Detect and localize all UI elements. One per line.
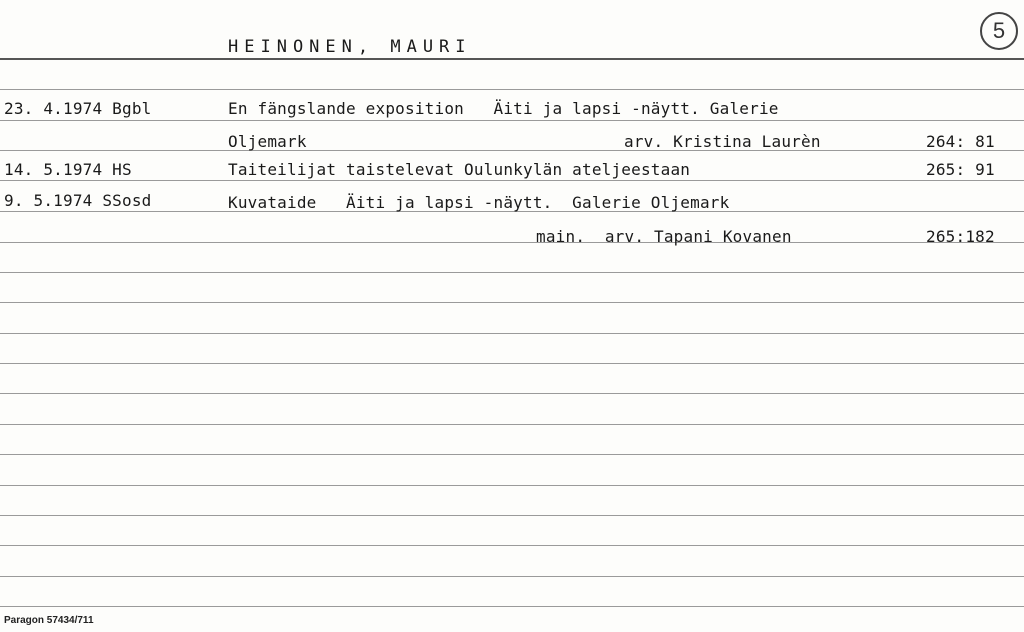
entry-ref: 265: 91 bbox=[926, 160, 995, 179]
entry-text: Taiteilijat taistelevat Oulunkylän ateljeestaan bbox=[228, 160, 691, 179]
entry-signature: arv. Kristina Laurèn bbox=[624, 132, 821, 151]
rule-line bbox=[0, 515, 1024, 516]
rule-line bbox=[0, 363, 1024, 364]
card-name: HEINONEN, MAURI bbox=[228, 37, 472, 57]
entry-date: 23. 4.1974 Bgbl bbox=[4, 99, 152, 118]
footer-print: Paragon 57434/711 bbox=[4, 615, 94, 626]
rule-line bbox=[0, 606, 1024, 607]
rule-line bbox=[0, 120, 1024, 121]
rule-line bbox=[0, 150, 1024, 151]
entry-text: En fängslande exposition Äiti ja lapsi -näytt. Galerie bbox=[228, 99, 779, 118]
rule-line bbox=[0, 89, 1024, 90]
entry-text: Kuvataide Äiti ja lapsi -näytt. Galerie Oljemark bbox=[228, 193, 730, 212]
rule-line bbox=[0, 272, 1024, 273]
entry-continuation: Oljemark bbox=[228, 132, 307, 151]
rule-line bbox=[0, 545, 1024, 546]
entry-date: 9. 5.1974 SSosd bbox=[4, 191, 152, 210]
rule-line bbox=[0, 333, 1024, 334]
entry-ref: 265:182 bbox=[926, 227, 995, 246]
rule-line bbox=[0, 485, 1024, 486]
entry-ref: 264: 81 bbox=[926, 132, 995, 151]
rule-line bbox=[0, 393, 1024, 394]
rule-line bbox=[0, 302, 1024, 303]
entry-date: 14. 5.1974 HS bbox=[4, 160, 132, 179]
page-mark: 5 bbox=[980, 12, 1018, 50]
entry-signature: main. arv. Tapani Kovanen bbox=[536, 227, 792, 246]
rule-line bbox=[0, 180, 1024, 181]
rule-line bbox=[0, 576, 1024, 577]
rule-line bbox=[0, 424, 1024, 425]
rule-line bbox=[0, 58, 1024, 60]
rule-line bbox=[0, 454, 1024, 455]
rule-line bbox=[0, 242, 1024, 243]
